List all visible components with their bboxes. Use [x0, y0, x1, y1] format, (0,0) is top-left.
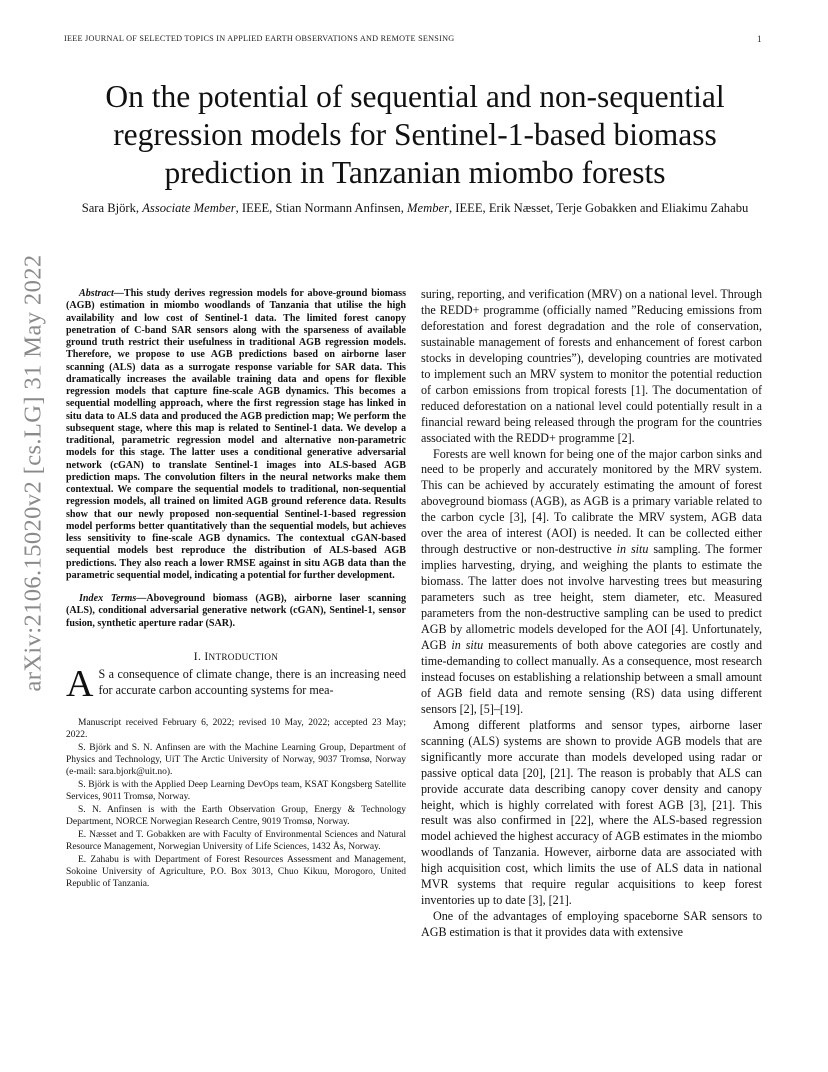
body-paragraph: Among different platforms and sensor types, airborne laser scanning (ALS) systems are shown to provide AGB models that are significantly more accurate than models developed using radar or passive optical data [20], [21]. The reason is probably that ALS can provide accurate data describing canopy cover density and canopy height, which is highly correlated with forest AGB [3], [21]. This result was also confirmed in [22], where the ALS-based regression model achieved the highest accuracy of AGB estimates in the miombo woodlands of Tanzania. However, airborne data are associated with high acquisition cost, which limits the use of ALS data in national MVR systems that require regular acquisitions to keep forest inventories up to date [3], [21].	[421, 717, 762, 908]
left-column	[66, 288, 406, 891]
footnote-affiliation: S. Björk is with the Applied Deep Learning DevOps team, KSAT Kongsberg Satellite Services, 9011 Tromsø, Norway.	[66, 780, 406, 803]
index-terms-text: —Aboveground biomass (AGB), airborne laser scanning (ALS), conditional adversarial generative network (cGAN), Sentinel-1, sensor fusion, synthetic aperture radar (SAR).	[66, 593, 406, 629]
author-2-org: , IEEE,	[448, 201, 486, 215]
emphasis-in-situ: in situ	[451, 637, 484, 652]
author-1-org: , IEEE,	[235, 201, 273, 215]
body-paragraph	[421, 447, 762, 718]
drop-cap: A	[66, 662, 94, 705]
section-heading-rest: NTRODUCTION	[208, 651, 279, 662]
running-head-journal: IEEE JOURNAL OF SELECTED TOPICS IN APPLIED EARTH OBSERVATIONS AND REMOTE SENSING	[64, 34, 455, 43]
index-terms	[66, 593, 406, 630]
emphasis-in-situ: in situ	[616, 542, 649, 557]
footnote-manuscript: Manuscript received February 6, 2022; revised 10 May, 2022; accepted 23 May; 2022.	[66, 718, 406, 741]
paragraph-segment: Forests are well known for being one of the major carbon sinks and need to be properly and accurately monitored by the MRV system. This can be achieved by accurately estimating the amount of forest aboveground biomass (AGB), as AGB is a primary variable related to the carbon cycle [3], [4]. To calibrate the MRV system, AGB data over the area of interest (AOI) is needed. It can be collected either through destructive or non-destructive	[421, 446, 762, 557]
abstract	[66, 288, 406, 582]
footnote-affiliation: E. Zahabu is with Department of Forest Resources Assessment and Management, Sokoine University of Agriculture, P.O. Box 3013, Chuo Kikuu, Morogoro, United Republic of Tanzania.	[66, 855, 406, 890]
body-paragraph: One of the advantages of employing spaceborne SAR sensors to AGB estimation is that it provides data with extensive	[421, 909, 762, 940]
footnote-affiliation: S. Björk and S. N. Anfinsen are with the Machine Learning Group, Department of Physics and Technology, UiT The Arctic University of Norway, 9037 Tromsø, Norway (e-mail: sara.bjork@uit.no).	[66, 743, 406, 778]
paragraph-segment: measurements of both above categories are costly and time-demanding to collect manually. As a consequence, most research instead focuses on establishing a relationship between a small amount of AGB field data and remote sensing (RS) data using different sensors [2], [5]–[19].	[421, 637, 762, 716]
arxiv-identifier-stamp[interactable]	[12, 254, 56, 692]
index-terms-label: Index Terms	[79, 593, 137, 604]
author-2-name: Stian Normann Anfinsen,	[272, 201, 404, 215]
author-1-membership: Associate Member	[142, 201, 236, 215]
introduction-text: S a consequence of climate change, there is an increasing need for accurate carbon accounting systems for mea-	[98, 666, 406, 697]
abstract-text: —This study derives regression models for above-ground biomass (AGB) estimation in miombo woodlands of Tanzania that utilise the high availability and low cost of Sentinel-1 data. The limited forest canopy penetration of C-band SAR sensors along with the sparseness of available ground truth restrict their usefulness in traditional AGB regression models. Therefore, we propose to use AGB predictions based on airborne laser scanning (ALS) data as a surrogate response variable for SAR data. This dramatically increases the available training data and opens for flexible regression models that capture fine-scale AGB dynamics. This becomes a sequential modelling approach, where the first regression stage has linked in situ data to ALS data and produced the AGB prediction map; We perform the subsequent stage, where this map is related to Sentinel-1 data. We develop a traditional, parametric regression model and alternative non-parametric models for this stage. The latter uses a conditional generative adversarial network (cGAN) to translate Sentinel-1 images into ALS-based AGB prediction maps. The convolution filters in the neural networks make them contextual. We compare the sequential models to traditional, non-sequential regression models, all trained on limited AGB ground reference data. Results show that our newly proposed non-sequential Sentinel-1-based regression model performs better quantitatively than the sequential models, but achieves less sensitivity to fine-scale AGB dynamics. The contextual cGAN-based sequential models best reproduce the distribution of ALS-based AGB predictions. They also reach a lower RMSE against in situ AGB data than the parametric sequential model, indicating a potential for further development.	[66, 288, 406, 581]
footnote-affiliation: S. N. Anfinsen is with the Earth Observation Group, Energy & Technology Department, NORCE Norwegian Research Centre, 9019 Tromsø, Norway.	[66, 805, 406, 828]
paragraph-segment: sampling. The former implies harvesting, drying, and weighing the plants to estimate the biomass. The latter does not involve harvesting trees but measuring parameters such as tree height, stem diameter, etc. Measured parameters from the non-destructive sampling can be used to predict AGB by allometric models developed for the AOI [4]. Unfortunately, AGB	[421, 542, 762, 652]
arxiv-identifier-text: arXiv:2106.15020v2 [cs.LG] 31 May 2022	[20, 254, 47, 692]
right-column	[421, 287, 762, 941]
footnote-affiliation: E. Næsset and T. Gobakken are with Faculty of Environmental Sciences and Natural Resource Management, Norwegian University of Life Sciences, 1432 Ås, Norway.	[66, 830, 406, 853]
introduction-first-paragraph	[66, 662, 406, 705]
author-2-membership: Member	[407, 201, 449, 215]
section-numeral: I.	[193, 649, 205, 663]
paper-title: On the potential of sequential and non-sequential regression models for Sentinel-1-based biomass prediction in Tanzanian miombo forests	[105, 79, 725, 190]
page-number: 1	[757, 34, 762, 44]
abstract-label: Abstract	[79, 288, 114, 299]
body-paragraph: suring, reporting, and verification (MRV) on a national level. Through the REDD+ programme (officially named ”Reducing emissions from deforestation and forest degradation and the role of conservation, sustainable management of forests and enhancement of forest carbon stocks in developing countries”), developing countries are motivated to implement such an MRV system to monitor the potential reduction of carbon emissions from tropical forests [1]. The documentation of reduced deforestation on a national level could potentially result in a financial reward being released through the program for the countries associated with the REDD+ programme [2].	[421, 287, 762, 445]
remaining-authors: Erik Næsset, Terje Gobakken and Eliakimu Zahabu	[485, 201, 749, 215]
section-heading-introduction	[66, 650, 406, 663]
author-list	[60, 199, 770, 217]
footnotes	[66, 717, 406, 890]
section-heading-initial: I	[204, 649, 209, 663]
author-1-name: Sara Björk,	[81, 201, 140, 215]
